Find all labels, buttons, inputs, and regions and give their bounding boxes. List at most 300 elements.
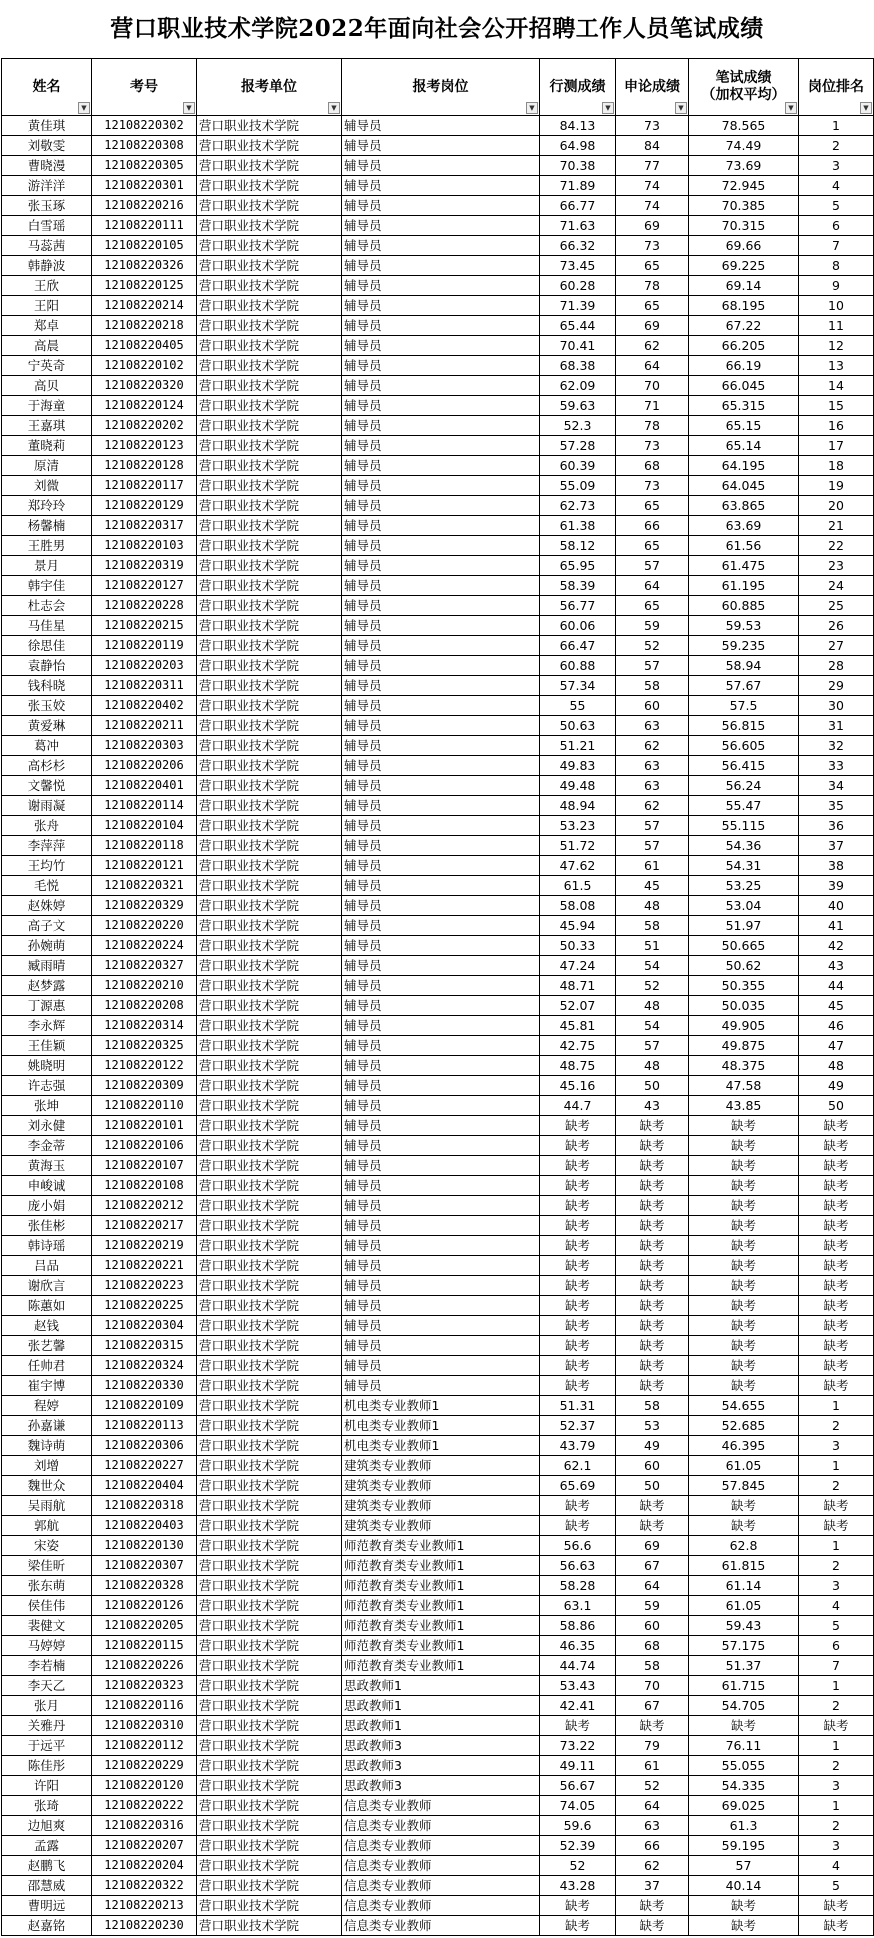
rank-cell: 3 (799, 156, 874, 176)
filter-dropdown-icon[interactable]: ▼ (785, 102, 797, 114)
rank-cell: 1 (799, 1536, 874, 1556)
name-cell: 许志强 (2, 1076, 92, 1096)
name-cell: 刘增 (2, 1456, 92, 1476)
table-row (2, 576, 874, 596)
xingce-cell: 缺考 (540, 1296, 616, 1316)
name-cell: 宋姿 (2, 1536, 92, 1556)
written-cell: 69.025 (689, 1796, 799, 1816)
xingce-cell: 55 (540, 696, 616, 716)
name-cell: 张玉琢 (2, 196, 92, 216)
name-cell: 许阳 (2, 1776, 92, 1796)
xingce-cell: 48.75 (540, 1056, 616, 1076)
name-cell: 申峻诚 (2, 1176, 92, 1196)
name-cell: 魏诗萌 (2, 1436, 92, 1456)
position-cell: 辅导员 (342, 216, 540, 236)
position-cell: 辅导员 (342, 1356, 540, 1376)
column-header-label: 笔试成绩 （加权平均） (701, 70, 786, 103)
xingce-cell: 缺考 (540, 1496, 616, 1516)
column-header-rank (799, 59, 874, 116)
column-header-written (689, 59, 799, 116)
rank-cell: 27 (799, 636, 874, 656)
shenlun-cell: 70 (616, 1676, 689, 1696)
shenlun-cell: 63 (616, 756, 689, 776)
exam-no-cell: 12108220208 (92, 996, 197, 1016)
exam-no-cell: 12108220113 (92, 1416, 197, 1436)
written-cell: 61.05 (689, 1456, 799, 1476)
xingce-cell: 42.75 (540, 1036, 616, 1056)
position-cell: 思政教师1 (342, 1676, 540, 1696)
position-cell: 辅导员 (342, 576, 540, 596)
shenlun-cell: 57 (616, 816, 689, 836)
table-row (2, 256, 874, 276)
table-body (2, 116, 874, 1936)
written-cell: 61.815 (689, 1556, 799, 1576)
table-row (2, 476, 874, 496)
filter-dropdown-icon[interactable]: ▼ (860, 102, 872, 114)
table-row (2, 1696, 874, 1716)
position-cell: 辅导员 (342, 376, 540, 396)
unit-cell: 营口职业技术学院 (197, 1876, 342, 1896)
rank-cell: 6 (799, 216, 874, 236)
rank-cell: 1 (799, 116, 874, 136)
rank-cell: 46 (799, 1016, 874, 1036)
written-cell: 57 (689, 1856, 799, 1876)
exam-no-cell: 12108220227 (92, 1456, 197, 1476)
name-cell: 宁英奇 (2, 356, 92, 376)
written-cell: 61.195 (689, 576, 799, 596)
written-cell: 50.62 (689, 956, 799, 976)
shenlun-cell: 49 (616, 1436, 689, 1456)
table-row (2, 1876, 874, 1896)
exam-no-cell: 12108220301 (92, 176, 197, 196)
position-cell: 机电类专业教师1 (342, 1416, 540, 1436)
unit-cell: 营口职业技术学院 (197, 1276, 342, 1296)
name-cell: 王佳颖 (2, 1036, 92, 1056)
rank-cell: 缺考 (799, 1916, 874, 1936)
xingce-cell: 61.5 (540, 876, 616, 896)
position-cell: 辅导员 (342, 1376, 540, 1396)
name-cell: 赵钱 (2, 1316, 92, 1336)
name-cell: 原清 (2, 456, 92, 476)
shenlun-cell: 60 (616, 1456, 689, 1476)
name-cell: 崔宇博 (2, 1376, 92, 1396)
table-row (2, 1436, 874, 1456)
position-cell: 辅导员 (342, 336, 540, 356)
position-cell: 辅导员 (342, 456, 540, 476)
exam-no-cell: 12108220310 (92, 1716, 197, 1736)
position-cell: 辅导员 (342, 1296, 540, 1316)
shenlun-cell: 59 (616, 1596, 689, 1616)
name-cell: 赵姝婷 (2, 896, 92, 916)
shenlun-cell: 48 (616, 896, 689, 916)
unit-cell: 营口职业技术学院 (197, 1916, 342, 1936)
written-cell: 62.8 (689, 1536, 799, 1556)
written-cell: 缺考 (689, 1896, 799, 1916)
unit-cell: 营口职业技术学院 (197, 896, 342, 916)
xingce-cell: 50.63 (540, 716, 616, 736)
xingce-cell: 65.69 (540, 1476, 616, 1496)
filter-dropdown-icon[interactable]: ▼ (675, 102, 687, 114)
shenlun-cell: 63 (616, 1816, 689, 1836)
table-row (2, 1196, 874, 1216)
name-cell: 孟露 (2, 1836, 92, 1856)
shenlun-cell: 58 (616, 1396, 689, 1416)
written-cell: 73.69 (689, 156, 799, 176)
shenlun-cell: 缺考 (616, 1716, 689, 1736)
table-row (2, 1276, 874, 1296)
header-row (2, 59, 874, 116)
shenlun-cell: 43 (616, 1096, 689, 1116)
shenlun-cell: 58 (616, 916, 689, 936)
unit-cell: 营口职业技术学院 (197, 1776, 342, 1796)
position-cell: 辅导员 (342, 1156, 540, 1176)
unit-cell: 营口职业技术学院 (197, 796, 342, 816)
rank-cell: 24 (799, 576, 874, 596)
written-cell: 64.045 (689, 476, 799, 496)
unit-cell: 营口职业技术学院 (197, 816, 342, 836)
shenlun-cell: 37 (616, 1876, 689, 1896)
unit-cell: 营口职业技术学院 (197, 1516, 342, 1536)
xingce-cell: 59.63 (540, 396, 616, 416)
rank-cell: 2 (799, 1476, 874, 1496)
xingce-cell: 51.31 (540, 1396, 616, 1416)
exam-no-cell: 12108220401 (92, 776, 197, 796)
xingce-cell: 57.28 (540, 436, 616, 456)
xingce-cell: 52.37 (540, 1416, 616, 1436)
position-cell: 辅导员 (342, 276, 540, 296)
exam-no-cell: 12108220129 (92, 496, 197, 516)
position-cell: 辅导员 (342, 1176, 540, 1196)
unit-cell: 营口职业技术学院 (197, 1076, 342, 1096)
shenlun-cell: 缺考 (616, 1256, 689, 1276)
written-cell: 57.67 (689, 676, 799, 696)
position-cell: 辅导员 (342, 916, 540, 936)
rank-cell: 缺考 (799, 1236, 874, 1256)
exam-no-cell: 12108220318 (92, 1496, 197, 1516)
exam-no-cell: 12108220115 (92, 1636, 197, 1656)
written-cell: 50.665 (689, 936, 799, 956)
exam-no-cell: 12108220211 (92, 716, 197, 736)
unit-cell: 营口职业技术学院 (197, 276, 342, 296)
shenlun-cell: 65 (616, 496, 689, 516)
rank-cell: 1 (799, 1456, 874, 1476)
position-cell: 建筑类专业教师 (342, 1476, 540, 1496)
table-row (2, 876, 874, 896)
xingce-cell: 56.67 (540, 1776, 616, 1796)
unit-cell: 营口职业技术学院 (197, 1796, 342, 1816)
table-row (2, 936, 874, 956)
table-row (2, 776, 874, 796)
shenlun-cell: 73 (616, 116, 689, 136)
rank-cell: 18 (799, 456, 874, 476)
xingce-cell: 60.88 (540, 656, 616, 676)
table-row (2, 136, 874, 156)
position-cell: 信息类专业教师 (342, 1856, 540, 1876)
position-cell: 辅导员 (342, 736, 540, 756)
table-row (2, 1396, 874, 1416)
position-cell: 辅导员 (342, 1236, 540, 1256)
table-row (2, 1496, 874, 1516)
written-cell: 78.565 (689, 116, 799, 136)
unit-cell: 营口职业技术学院 (197, 536, 342, 556)
exam-no-cell: 12108220124 (92, 396, 197, 416)
unit-cell: 营口职业技术学院 (197, 1036, 342, 1056)
table-row (2, 1176, 874, 1196)
rank-cell: 3 (799, 1436, 874, 1456)
name-cell: 臧雨晴 (2, 956, 92, 976)
written-cell: 61.14 (689, 1576, 799, 1596)
rank-cell: 50 (799, 1096, 874, 1116)
exam-no-cell: 12108220328 (92, 1576, 197, 1596)
xingce-cell: 62.73 (540, 496, 616, 516)
table-row (2, 436, 874, 456)
exam-no-cell: 12108220126 (92, 1596, 197, 1616)
written-cell: 74.49 (689, 136, 799, 156)
exam-no-cell: 12108220212 (92, 1196, 197, 1216)
table-row (2, 1236, 874, 1256)
unit-cell: 营口职业技术学院 (197, 1236, 342, 1256)
shenlun-cell: 77 (616, 156, 689, 176)
written-cell: 61.56 (689, 536, 799, 556)
shenlun-cell: 67 (616, 1696, 689, 1716)
xingce-cell: 73.45 (540, 256, 616, 276)
name-cell: 邵慧威 (2, 1876, 92, 1896)
position-cell: 辅导员 (342, 176, 540, 196)
position-cell: 辅导员 (342, 416, 540, 436)
xingce-cell: 缺考 (540, 1336, 616, 1356)
rank-cell: 35 (799, 796, 874, 816)
exam-no-cell: 12108220207 (92, 1836, 197, 1856)
xingce-cell: 缺考 (540, 1116, 616, 1136)
position-cell: 辅导员 (342, 1076, 540, 1096)
rank-cell: 缺考 (799, 1376, 874, 1396)
rank-cell: 29 (799, 676, 874, 696)
position-cell: 辅导员 (342, 1196, 540, 1216)
xingce-cell: 66.77 (540, 196, 616, 216)
shenlun-cell: 66 (616, 1836, 689, 1856)
rank-cell: 缺考 (799, 1136, 874, 1156)
unit-cell: 营口职业技术学院 (197, 1656, 342, 1676)
name-cell: 杨馨楠 (2, 516, 92, 536)
rank-cell: 21 (799, 516, 874, 536)
unit-cell: 营口职业技术学院 (197, 376, 342, 396)
xingce-cell: 45.81 (540, 1016, 616, 1036)
exam-no-cell: 12108220127 (92, 576, 197, 596)
unit-cell: 营口职业技术学院 (197, 196, 342, 216)
shenlun-cell: 84 (616, 136, 689, 156)
xingce-cell: 缺考 (540, 1716, 616, 1736)
name-cell: 钱科晓 (2, 676, 92, 696)
unit-cell: 营口职业技术学院 (197, 1156, 342, 1176)
table-row (2, 796, 874, 816)
score-table (1, 58, 874, 1936)
shenlun-cell: 65 (616, 296, 689, 316)
written-cell: 缺考 (689, 1336, 799, 1356)
unit-cell: 营口职业技术学院 (197, 1896, 342, 1916)
table-row (2, 816, 874, 836)
written-cell: 49.905 (689, 1016, 799, 1036)
name-cell: 张艺馨 (2, 1336, 92, 1356)
unit-cell: 营口职业技术学院 (197, 1396, 342, 1416)
written-cell: 56.815 (689, 716, 799, 736)
table-row (2, 396, 874, 416)
exam-no-cell: 12108220302 (92, 116, 197, 136)
rank-cell: 缺考 (799, 1716, 874, 1736)
written-cell: 65.15 (689, 416, 799, 436)
filter-dropdown-icon[interactable]: ▼ (78, 102, 90, 114)
position-cell: 辅导员 (342, 1096, 540, 1116)
rank-cell: 缺考 (799, 1316, 874, 1336)
name-cell: 白雪瑶 (2, 216, 92, 236)
table-row (2, 1296, 874, 1316)
rank-cell: 17 (799, 436, 874, 456)
shenlun-cell: 53 (616, 1416, 689, 1436)
written-cell: 48.375 (689, 1056, 799, 1076)
rank-cell: 39 (799, 876, 874, 896)
position-cell: 机电类专业教师1 (342, 1396, 540, 1416)
rank-cell: 1 (799, 1736, 874, 1756)
shenlun-cell: 60 (616, 1616, 689, 1636)
name-cell: 景月 (2, 556, 92, 576)
position-cell: 辅导员 (342, 796, 540, 816)
shenlun-cell: 缺考 (616, 1156, 689, 1176)
position-cell: 辅导员 (342, 356, 540, 376)
filter-dropdown-icon[interactable]: ▼ (328, 102, 340, 114)
shenlun-cell: 59 (616, 616, 689, 636)
position-cell: 辅导员 (342, 1276, 540, 1296)
written-cell: 69.14 (689, 276, 799, 296)
rank-cell: 缺考 (799, 1256, 874, 1276)
shenlun-cell: 74 (616, 196, 689, 216)
table-row (2, 1116, 874, 1136)
shenlun-cell: 73 (616, 436, 689, 456)
rank-cell: 34 (799, 776, 874, 796)
name-cell: 董晓莉 (2, 436, 92, 456)
written-cell: 50.035 (689, 996, 799, 1016)
unit-cell: 营口职业技术学院 (197, 396, 342, 416)
table-row (2, 976, 874, 996)
table-row (2, 1096, 874, 1116)
name-cell: 谢欣言 (2, 1276, 92, 1296)
filter-dropdown-icon[interactable]: ▼ (183, 102, 195, 114)
table-row (2, 316, 874, 336)
filter-dropdown-icon[interactable]: ▼ (526, 102, 538, 114)
column-header-shenlun (616, 59, 689, 116)
rank-cell: 30 (799, 696, 874, 716)
name-cell: 高杉杉 (2, 756, 92, 776)
exam-no-cell: 12108220319 (92, 556, 197, 576)
shenlun-cell: 71 (616, 396, 689, 416)
exam-no-cell: 12108220121 (92, 856, 197, 876)
name-cell: 王欣 (2, 276, 92, 296)
position-cell: 辅导员 (342, 256, 540, 276)
rank-cell: 42 (799, 936, 874, 956)
table-row (2, 676, 874, 696)
unit-cell: 营口职业技术学院 (197, 316, 342, 336)
table-row (2, 1816, 874, 1836)
exam-no-cell: 12108220229 (92, 1756, 197, 1776)
position-cell: 辅导员 (342, 1316, 540, 1336)
shenlun-cell: 65 (616, 596, 689, 616)
shenlun-cell: 缺考 (616, 1216, 689, 1236)
written-cell: 76.11 (689, 1736, 799, 1756)
written-cell: 67.22 (689, 316, 799, 336)
position-cell: 辅导员 (342, 756, 540, 776)
rank-cell: 3 (799, 1836, 874, 1856)
unit-cell: 营口职业技术学院 (197, 136, 342, 156)
written-cell: 47.58 (689, 1076, 799, 1096)
name-cell: 马婷婷 (2, 1636, 92, 1656)
written-cell: 66.205 (689, 336, 799, 356)
table-row (2, 156, 874, 176)
rank-cell: 22 (799, 536, 874, 556)
position-cell: 辅导员 (342, 876, 540, 896)
exam-no-cell: 12108220218 (92, 316, 197, 336)
exam-no-cell: 12108220326 (92, 256, 197, 276)
table-row (2, 696, 874, 716)
unit-cell: 营口职业技术学院 (197, 496, 342, 516)
position-cell: 信息类专业教师 (342, 1796, 540, 1816)
table-row (2, 1036, 874, 1056)
written-cell: 59.43 (689, 1616, 799, 1636)
xingce-cell: 44.7 (540, 1096, 616, 1116)
name-cell: 赵梦露 (2, 976, 92, 996)
written-cell: 54.655 (689, 1396, 799, 1416)
rank-cell: 3 (799, 1776, 874, 1796)
xingce-cell: 56.77 (540, 596, 616, 616)
rank-cell: 缺考 (799, 1496, 874, 1516)
unit-cell: 营口职业技术学院 (197, 636, 342, 656)
unit-cell: 营口职业技术学院 (197, 116, 342, 136)
xingce-cell: 56.6 (540, 1536, 616, 1556)
xingce-cell: 53.43 (540, 1676, 616, 1696)
position-cell: 机电类专业教师1 (342, 1436, 540, 1456)
exam-no-cell: 12108220403 (92, 1516, 197, 1536)
position-cell: 辅导员 (342, 136, 540, 156)
name-cell: 杜志会 (2, 596, 92, 616)
shenlun-cell: 65 (616, 536, 689, 556)
table-row (2, 1636, 874, 1656)
rank-cell: 2 (799, 1756, 874, 1776)
written-cell: 66.045 (689, 376, 799, 396)
table-row (2, 516, 874, 536)
table-row (2, 1076, 874, 1096)
table-row (2, 1156, 874, 1176)
rank-cell: 10 (799, 296, 874, 316)
name-cell: 李金蒂 (2, 1136, 92, 1156)
xingce-cell: 缺考 (540, 1196, 616, 1216)
xingce-cell: 50.33 (540, 936, 616, 956)
filter-dropdown-icon[interactable]: ▼ (602, 102, 614, 114)
rank-cell: 31 (799, 716, 874, 736)
shenlun-cell: 缺考 (616, 1356, 689, 1376)
position-cell: 辅导员 (342, 436, 540, 456)
written-cell: 54.31 (689, 856, 799, 876)
written-cell: 46.395 (689, 1436, 799, 1456)
table-row (2, 1916, 874, 1936)
unit-cell: 营口职业技术学院 (197, 156, 342, 176)
name-cell: 郑玲玲 (2, 496, 92, 516)
table-row (2, 1556, 874, 1576)
written-cell: 缺考 (689, 1196, 799, 1216)
unit-cell: 营口职业技术学院 (197, 436, 342, 456)
written-cell: 54.705 (689, 1696, 799, 1716)
table-row (2, 1796, 874, 1816)
position-cell: 思政教师3 (342, 1756, 540, 1776)
rank-cell: 23 (799, 556, 874, 576)
rank-cell: 6 (799, 1636, 874, 1656)
rank-cell: 5 (799, 196, 874, 216)
